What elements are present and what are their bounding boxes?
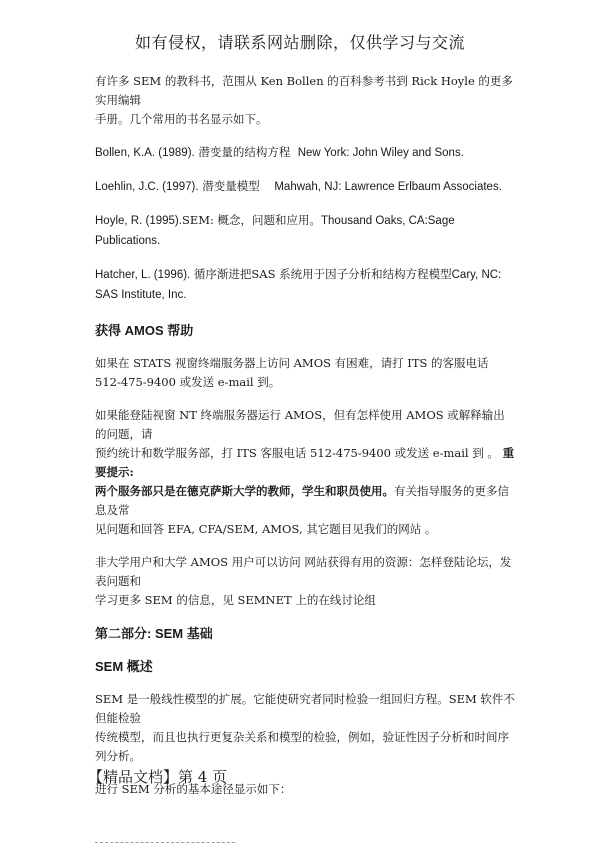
footer-divider <box>95 842 235 843</box>
document-body <box>95 72 515 799</box>
amos-p3-line2: 学习更多 SEM 的信息，见 SEMNET 上的在线讨论组 <box>95 593 376 607</box>
reference-author: Hoyle, R. (1995). <box>95 215 182 227</box>
reference-publisher: Cary, NC: <box>451 269 502 281</box>
reference-hoyle <box>95 211 515 251</box>
amos-p2-line4: 见问题和回答 EFA, CFA/SEM, AMOS, 其它题目见我们的网站 。 <box>95 522 437 536</box>
reference-bollen <box>95 143 515 163</box>
overview-p1-line1: SEM 是一般线性模型的扩展。它能使研究者同时检验一组回归方程。SEM 软件不但能检验 <box>95 692 515 725</box>
intro-paragraph <box>95 72 515 129</box>
section-heading-amos: 获得 AMOS 帮助 <box>95 323 194 338</box>
page-footer: 【精品文档】第 4 页 <box>88 768 228 786</box>
intro-line-2: 手册。几个常用的书名显示如下。 <box>95 112 268 126</box>
overview-paragraph-2: 进行 SEM 分析的基本途径显示如下： <box>95 782 292 796</box>
page-header: 如有侵权，请联系网站删除，仅供学习与交流 <box>134 33 465 52</box>
reference-title: 潜变量模型 <box>202 179 260 193</box>
reference-author: Hatcher, L. (1996). <box>95 269 191 281</box>
reference-title: 循序渐进把SAS 系统用于因子分析和结构方程模型 <box>193 267 452 281</box>
overview-p1-line2: 传统模型，而且也执行更复杂关系和模型的检验，例如，验证性因子分析和时间序列分析。 <box>95 730 509 763</box>
overview-paragraph-1 <box>95 690 515 766</box>
amos-p1-line2: 512-475-9400 或发送 e-mail 到。 <box>95 375 281 389</box>
amos-p2-line2: 预约统计和数学服务部，打 ITS 客服电话 512-475-9400 或发送 e-mail 到 。 <box>95 446 499 460</box>
amos-paragraph-2 <box>95 406 515 539</box>
reference-author: Bollen, K.A. (1989). <box>95 147 195 159</box>
reference-publisher-cont: SAS Institute, Inc. <box>95 289 187 301</box>
reference-title: 潜变量的结构方程 <box>198 145 291 159</box>
reference-author: Loehlin, J.C. (1997). <box>95 181 199 193</box>
reference-publisher: Mahwah, NJ: Lawrence Erlbaum Associates. <box>274 181 502 193</box>
amos-paragraph-1 <box>95 354 515 392</box>
reference-hatcher <box>95 265 515 305</box>
intro-line-1: 有许多 SEM 的教科书，范围从 Ken Bollen 的百科参考书到 Rick Hoyle 的更多实用编辑 <box>95 74 513 107</box>
amos-paragraph-3 <box>95 553 515 610</box>
amos-p3-line1: 非大学用户和大学 AMOS 用户可以访问 网站获得有用的资源：怎样登陆论坛，发表问题和 <box>95 555 512 588</box>
part-heading-sem-basics: 第二部分: SEM 基础 <box>95 626 213 641</box>
amos-p2-line3: 有关指导服务的更多信息及常 <box>95 484 509 517</box>
amos-p2-line1: 如果能登陆视窗 NT 终端服务器运行 AMOS，但有怎样使用 AMOS 或解释输出的问题，请 <box>95 408 505 441</box>
section-heading-sem-overview: SEM 概述 <box>95 659 153 674</box>
reference-title: SEM: 概念，问题和应用。 <box>181 213 322 227</box>
reference-publisher: New York: John Wiley and Sons. <box>297 147 464 159</box>
reference-publisher: Thousand Oaks, CA:Sage Publications. <box>95 215 455 247</box>
reference-loehlin <box>95 177 515 197</box>
important-note-label: 重要提示: <box>95 446 515 479</box>
important-note-text: 两个服务部只是在德克萨斯大学的教师，学生和职员使用。 <box>95 484 394 498</box>
amos-p1-line1: 如果在 STATS 视窗终端服务器上访问 AMOS 有困难，请打 ITS 的客服电话 <box>95 356 489 370</box>
